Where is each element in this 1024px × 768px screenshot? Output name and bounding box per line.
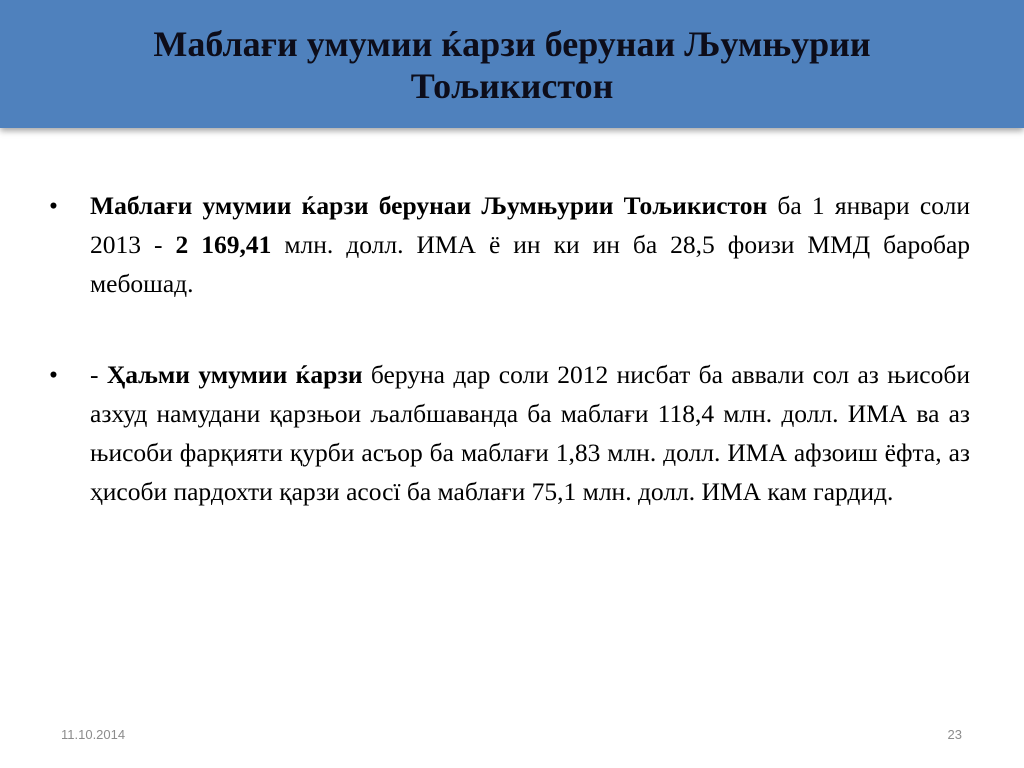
bullet-item-1 xyxy=(46,186,970,303)
bullet-1-text-b: млн. долл. ИМА ё ин ки ин ба 28,5 фоизи ММД баробар мебошад. xyxy=(90,230,971,298)
footer-date: 11.10.2014 xyxy=(61,727,126,742)
bullet-1-text-a: ба 1 январи соли 2013 - xyxy=(90,191,970,259)
slide-title xyxy=(82,23,942,107)
slide-title-line-1: Маблағи умумии ќарзи берунаи Љумњурии xyxy=(153,24,871,64)
bullet-2-text: беруна дар соли 2012 нисбат ба аввали сол аз њисоби азхуд намудани қарзњои љалбшаванда ба маблағи 118,4 млн. долл. ИМА ва аз њисоби фарқияти қурби асъор ба маблағи 1,83 млн. долл. ИМА афзоиш ёфта, аз ҳисоби пардохти қарзи асосї ба маблағи 75,1 млн. долл. ИМА кам гардид. xyxy=(90,360,970,506)
slide-title-line-2: Тољикистон xyxy=(410,66,614,106)
title-band xyxy=(0,0,1024,128)
bullet-marker: • xyxy=(49,191,58,220)
bullet-2-prefix: - xyxy=(90,360,107,389)
bullet-1-bold-value: 2 169,41 xyxy=(175,230,272,259)
bullet-2-bold-lead: Ҳаљми умумии ќарзи xyxy=(106,360,363,389)
bullet-1-bold-lead: Маблағи умумии ќарзи берунаи Љумњурии Тољикистон xyxy=(90,191,768,220)
bullet-marker: • xyxy=(49,360,58,389)
slide-content xyxy=(46,186,970,511)
footer-page-number: 23 xyxy=(947,727,962,742)
bullet-item-2 xyxy=(46,355,970,511)
